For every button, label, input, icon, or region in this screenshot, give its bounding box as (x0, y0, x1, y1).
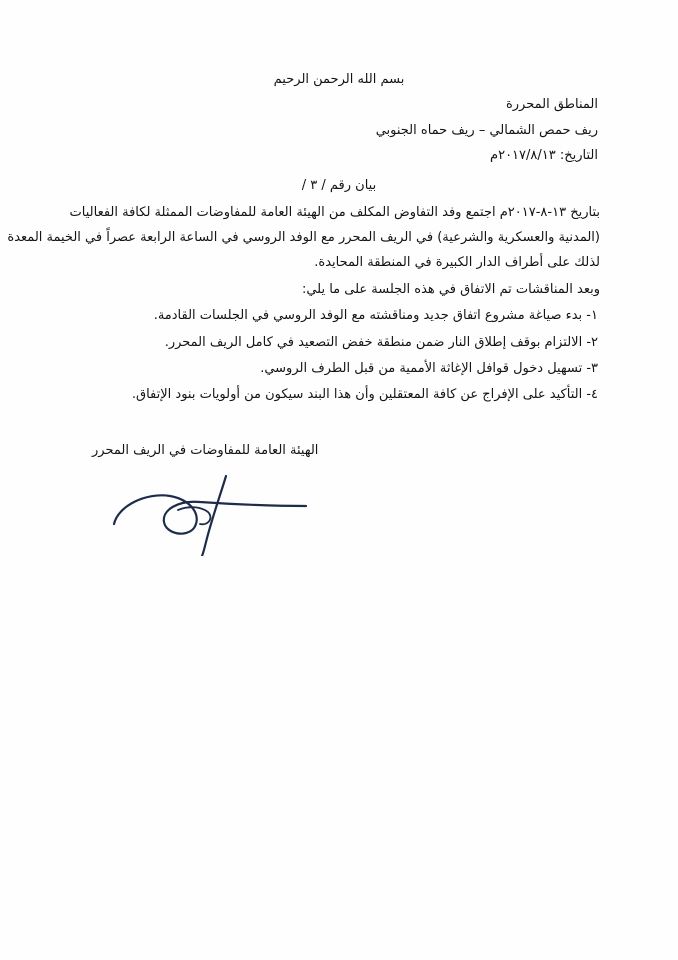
signature-mark (108, 466, 308, 556)
basmala: بسم الله الرحمن الرحيم (273, 72, 405, 87)
agreement-item: ٤- التأكيد على الإفراج عن كافة المعتقلين وأن هذا البند سيكون من أولويات بنود الإتفاق. (131, 387, 598, 402)
paragraph-line: بتاريخ ١٣-٨-٢٠١٧م اجتمع وفد التفاوض المكلف من الهيئة العامة للمفاوضات الممثلة لكافة الفعاليات (69, 205, 600, 220)
agreement-item: ١- بدء صياغة مشروع اتفاق جديد ومناقشته مع الوفد الروسي في الجلسات القادمة. (153, 308, 598, 323)
paragraph-line: (المدنية والعسكرية والشرعية) في الريف المحرر مع الوفد الروسي في الساعة الرابعة عصراً في الخيمة المعدة (7, 230, 600, 245)
agreement-item: ٢- الالتزام بوقف إطلاق النار ضمن منطقة خفض التصعيد في كامل الريف المحرر. (164, 335, 598, 350)
date-label: التاريخ: ٢٠١٧/٨/١٣م (490, 148, 598, 163)
agreement-item: ٣- تسهيل دخول قوافل الإغاثة الأممية من قبل الطرف الروسي. (260, 361, 598, 376)
area-label: ريف حمص الشمالي – ريف حماه الجنوبي (375, 123, 598, 138)
region-label: المناطق المحررة (505, 97, 598, 112)
statement-title: بيان رقم / ٣ / (301, 178, 377, 193)
paragraph-line: لذلك على أطراف الدار الكبيرة في المنطقة المحايدة. (314, 255, 600, 270)
agreement-intro: وبعد المناقشات تم الاتفاق في هذه الجلسة على ما يلي: (301, 282, 600, 297)
signoff-label: الهيئة العامة للمفاوضات في الريف المحرر (92, 443, 319, 458)
